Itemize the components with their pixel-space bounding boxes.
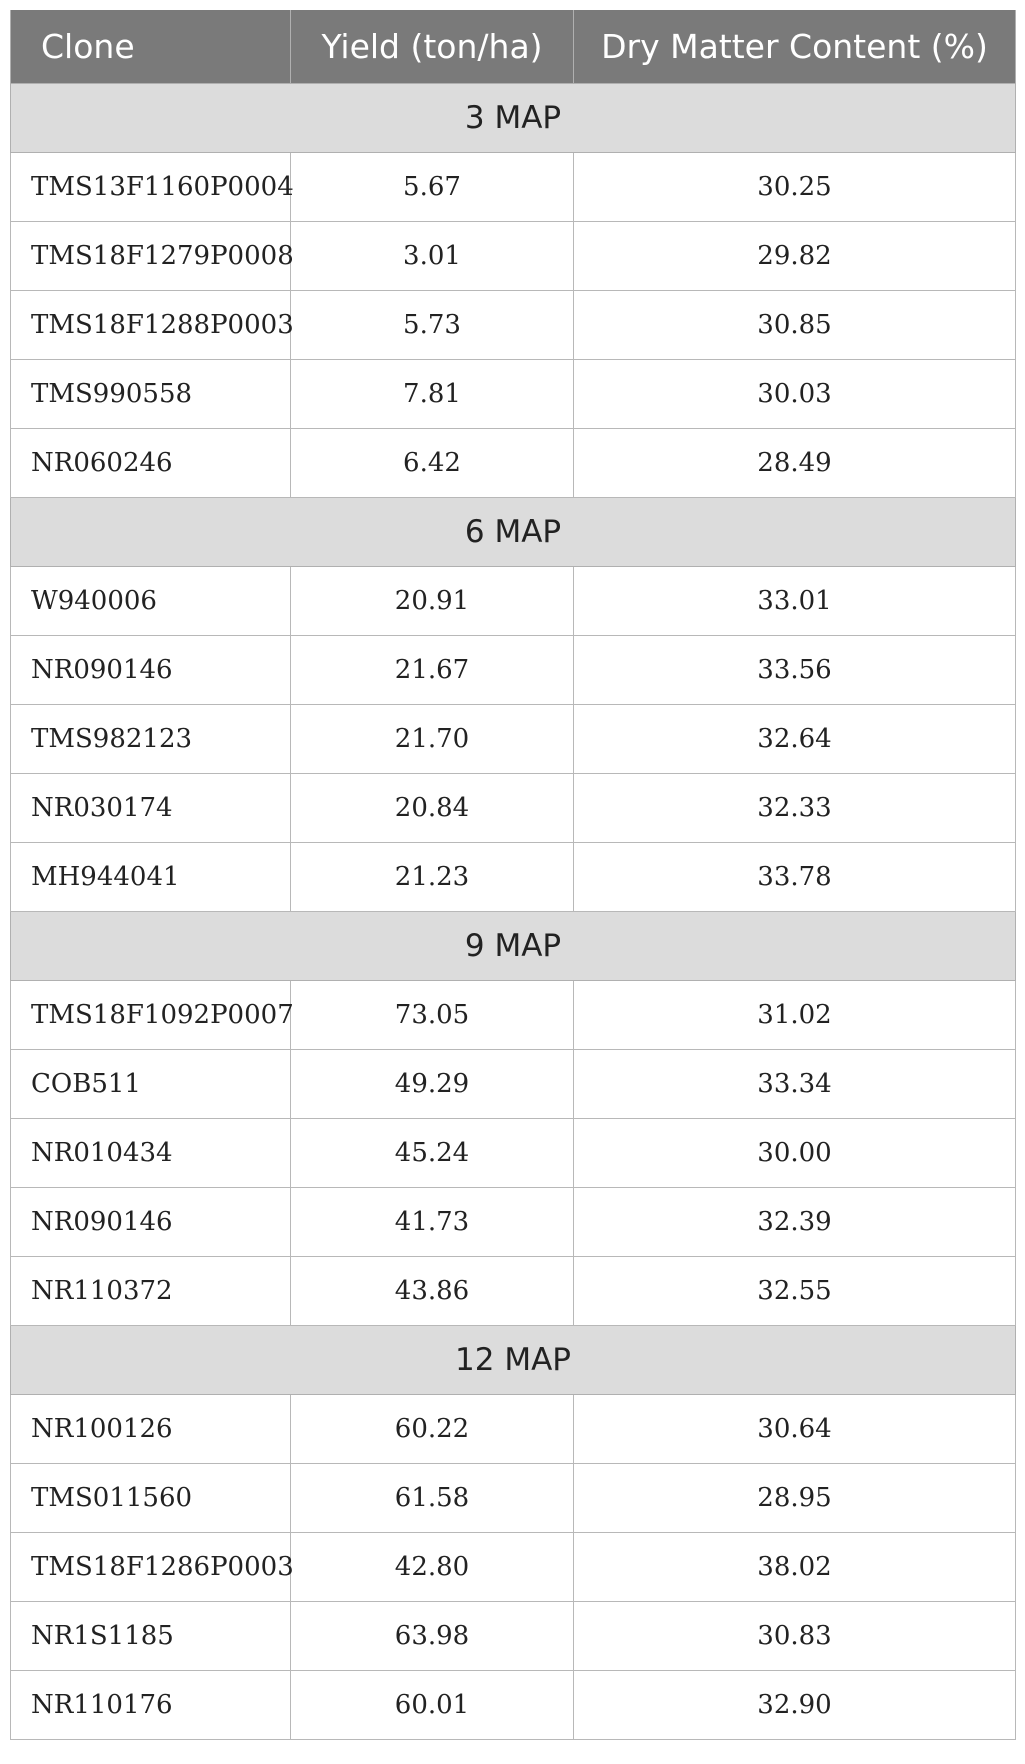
clone-cell: TMS990558 — [11, 360, 291, 429]
table-row — [11, 291, 1016, 360]
table-header — [11, 10, 1016, 84]
table-row — [11, 705, 1016, 774]
table-row — [11, 429, 1016, 498]
table-row — [11, 153, 1016, 222]
dry-matter-cell: 32.33 — [574, 774, 1016, 843]
yield-cell: 63.98 — [291, 1602, 574, 1671]
table-row — [11, 222, 1016, 291]
dry-matter-cell: 33.56 — [574, 636, 1016, 705]
clone-cell: W940006 — [11, 567, 291, 636]
yield-cell: 20.91 — [291, 567, 574, 636]
clone-cell: NR030174 — [11, 774, 291, 843]
table-row — [11, 1602, 1016, 1671]
table-row — [11, 1671, 1016, 1740]
clone-cell: NR1S1185 — [11, 1602, 291, 1671]
dry-matter-cell: 33.34 — [574, 1050, 1016, 1119]
yield-cell: 3.01 — [291, 222, 574, 291]
dry-matter-cell: 32.55 — [574, 1257, 1016, 1326]
group-row — [11, 84, 1016, 153]
table-row — [11, 1050, 1016, 1119]
yield-cell: 7.81 — [291, 360, 574, 429]
clone-cell: COB511 — [11, 1050, 291, 1119]
yield-cell: 73.05 — [291, 981, 574, 1050]
yield-cell: 43.86 — [291, 1257, 574, 1326]
yield-cell: 5.73 — [291, 291, 574, 360]
dry-matter-cell: 33.78 — [574, 843, 1016, 912]
group-label: 9 MAP — [11, 912, 1016, 981]
clone-cell: TMS18F1286P0003 — [11, 1533, 291, 1602]
header-row — [11, 10, 1016, 84]
dry-matter-cell: 31.02 — [574, 981, 1016, 1050]
clone-cell: NR110176 — [11, 1671, 291, 1740]
yield-cell: 5.67 — [291, 153, 574, 222]
yield-cell: 41.73 — [291, 1188, 574, 1257]
dry-matter-cell: 30.64 — [574, 1395, 1016, 1464]
yield-cell: 60.22 — [291, 1395, 574, 1464]
clone-cell: NR060246 — [11, 429, 291, 498]
header-dry-matter: Dry Matter Content (%) — [574, 10, 1016, 84]
clone-cell: TMS982123 — [11, 705, 291, 774]
table-row — [11, 774, 1016, 843]
yield-cell: 49.29 — [291, 1050, 574, 1119]
dry-matter-cell: 30.25 — [574, 153, 1016, 222]
clone-yield-table — [10, 10, 1016, 1740]
dry-matter-cell: 28.95 — [574, 1464, 1016, 1533]
clone-cell: MH944041 — [11, 843, 291, 912]
group-label: 3 MAP — [11, 84, 1016, 153]
table-row — [11, 1464, 1016, 1533]
yield-cell: 21.67 — [291, 636, 574, 705]
dry-matter-cell: 30.00 — [574, 1119, 1016, 1188]
table-row — [11, 567, 1016, 636]
yield-cell: 42.80 — [291, 1533, 574, 1602]
dry-matter-cell: 30.85 — [574, 291, 1016, 360]
table-row — [11, 636, 1016, 705]
header-yield: Yield (ton/ha) — [291, 10, 574, 84]
clone-cell: TMS13F1160P0004 — [11, 153, 291, 222]
table-row — [11, 1119, 1016, 1188]
group-label: 12 MAP — [11, 1326, 1016, 1395]
dry-matter-cell: 32.64 — [574, 705, 1016, 774]
table-body — [11, 84, 1016, 1740]
header-clone: Clone — [11, 10, 291, 84]
clone-cell: TMS18F1092P0007 — [11, 981, 291, 1050]
clone-cell: NR100126 — [11, 1395, 291, 1464]
dry-matter-cell: 32.90 — [574, 1671, 1016, 1740]
dry-matter-cell: 30.03 — [574, 360, 1016, 429]
clone-cell: TMS18F1279P0008 — [11, 222, 291, 291]
clone-cell: TMS18F1288P0003 — [11, 291, 291, 360]
table-row — [11, 1395, 1016, 1464]
table-row — [11, 981, 1016, 1050]
dry-matter-cell: 32.39 — [574, 1188, 1016, 1257]
group-row — [11, 912, 1016, 981]
group-label: 6 MAP — [11, 498, 1016, 567]
yield-cell: 20.84 — [291, 774, 574, 843]
clone-cell: TMS011560 — [11, 1464, 291, 1533]
yield-cell: 21.70 — [291, 705, 574, 774]
table-row — [11, 360, 1016, 429]
dry-matter-cell: 29.82 — [574, 222, 1016, 291]
table-row — [11, 1533, 1016, 1602]
yield-cell: 61.58 — [291, 1464, 574, 1533]
dry-matter-cell: 30.83 — [574, 1602, 1016, 1671]
clone-cell: NR110372 — [11, 1257, 291, 1326]
table-row — [11, 1257, 1016, 1326]
clone-cell: NR010434 — [11, 1119, 291, 1188]
yield-cell: 60.01 — [291, 1671, 574, 1740]
group-row — [11, 1326, 1016, 1395]
dry-matter-cell: 38.02 — [574, 1533, 1016, 1602]
clone-cell: NR090146 — [11, 636, 291, 705]
dry-matter-cell: 28.49 — [574, 429, 1016, 498]
yield-cell: 21.23 — [291, 843, 574, 912]
table-row — [11, 843, 1016, 912]
clone-cell: NR090146 — [11, 1188, 291, 1257]
dry-matter-cell: 33.01 — [574, 567, 1016, 636]
group-row — [11, 498, 1016, 567]
yield-cell: 6.42 — [291, 429, 574, 498]
table-row — [11, 1188, 1016, 1257]
yield-cell: 45.24 — [291, 1119, 574, 1188]
